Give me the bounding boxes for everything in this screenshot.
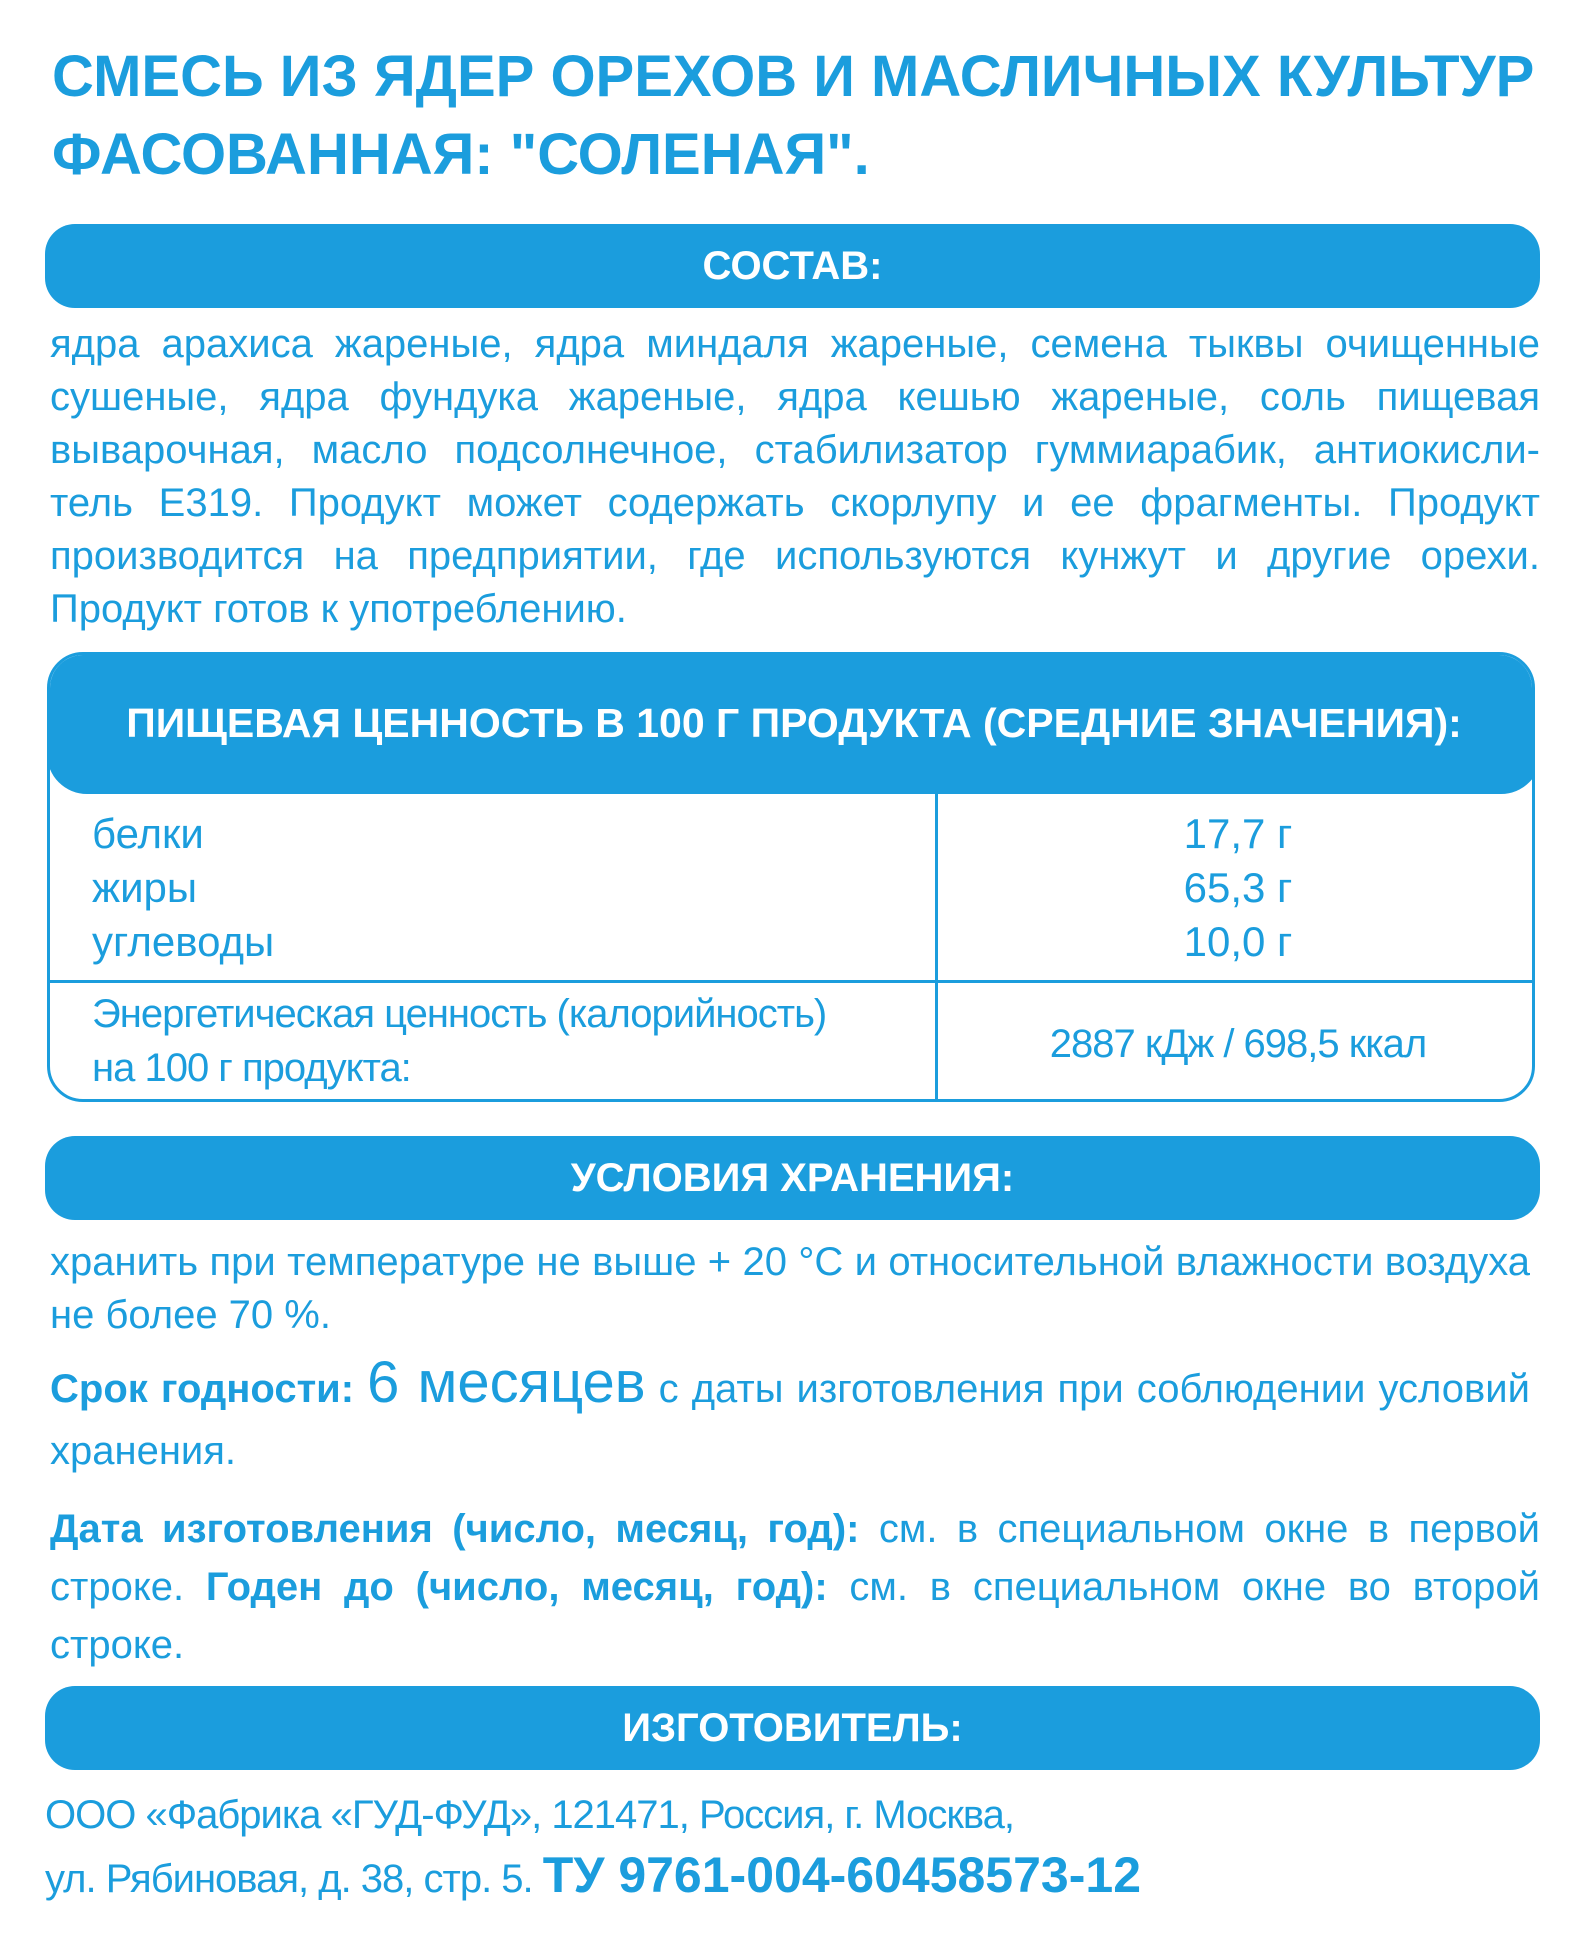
product-title (52, 38, 1552, 194)
nutrient-name-carbs: углеводы (92, 918, 275, 965)
nutrient-value-protein: 17,7 г (1183, 810, 1293, 857)
made-date-text: см. в специальном окне в первой строке. (50, 1507, 1541, 1609)
composition-heading: СОСТАВ: (45, 224, 1540, 308)
manufacturer-line2-wrap (45, 1845, 1141, 1909)
made-date-label: Дата изготовления (число, месяц, год): (50, 1507, 860, 1551)
energy-label-line1: Энергетическая ценность (калорийность) (92, 992, 827, 1036)
product-title-line2: ФАСОВАННАЯ: "СОЛЕНАЯ". (52, 122, 870, 187)
storage-heading: УСЛОВИЯ ХРАНЕНИЯ: (45, 1136, 1540, 1220)
dates-block (50, 1500, 1540, 1674)
manufacturer-heading: ИЗГОТОВИТЕЛЬ: (45, 1686, 1540, 1770)
nutrient-values (938, 807, 1535, 969)
composition-text: ядра арахиса жареные, ядра миндаля жареные, семена тыквы очищенные сушеные, ядра фундука жареные, ядра кешью жареные, соль пищевая выварочная, масло подсолнечное, стабилизатор гуммиарабик, антиокисли-тель Е319. Продукт может содержать скорлупу и ее фрагменты. Продукт производится на предприятии, где используются кунжут и другие орехи. Продукт готов к употреблению. (50, 322, 1540, 631)
nutrient-value-fat: 65,3 г (1183, 864, 1293, 911)
shelf-life-text: с даты изготовления при соблюдении условий хранения. (50, 1367, 1530, 1473)
shelf-life-label: Срок годности: (50, 1367, 355, 1411)
shelf-life-value: 6 месяцев (367, 1350, 646, 1415)
nutrient-name-protein: белки (92, 810, 204, 857)
nutrient-name-fat: жиры (92, 864, 198, 911)
nutrient-value-carbs: 10,0 г (1183, 918, 1293, 965)
energy-value: 2887 кДж / 698,5 ккал (1049, 1021, 1427, 1066)
shelf-life-block (50, 1352, 1530, 1482)
manufacturer-line2: ул. Рябиновая, д. 38, стр. 5. (45, 1857, 543, 1901)
product-title-line1: СМЕСЬ ИЗ ЯДЕР ОРЕХОВ И МАСЛИЧНЫХ КУЛЬТУР (52, 44, 1535, 109)
nutrient-names (92, 807, 274, 969)
energy-label-line2: на 100 г продукта: (92, 1046, 411, 1090)
energy-label (92, 987, 826, 1095)
expiry-date-text: см. в специальном окне во второй строке. (50, 1565, 1541, 1667)
storage-text: хранить при температуре не выше + 20 °С и относительной влажности воздуха не более 70 %. (50, 1240, 1530, 1337)
nutrition-heading: ПИЩЕВАЯ ЦЕННОСТЬ В 100 Г ПРОДУКТА (СРЕДНИЕ ЗНАЧЕНИЯ): (47, 652, 1535, 794)
manufacturer-line1: ООО «Фабрика «ГУД-ФУД», 121471, Россия, г. Москва, (45, 1793, 1015, 1837)
tu-code: ТУ 9761-004-60458573-12 (542, 1847, 1141, 1903)
expiry-date-label: Годен до (число, месяц, год): (205, 1565, 828, 1609)
nutrition-table (47, 652, 1535, 1102)
manufacturer-address (45, 1785, 1141, 1909)
